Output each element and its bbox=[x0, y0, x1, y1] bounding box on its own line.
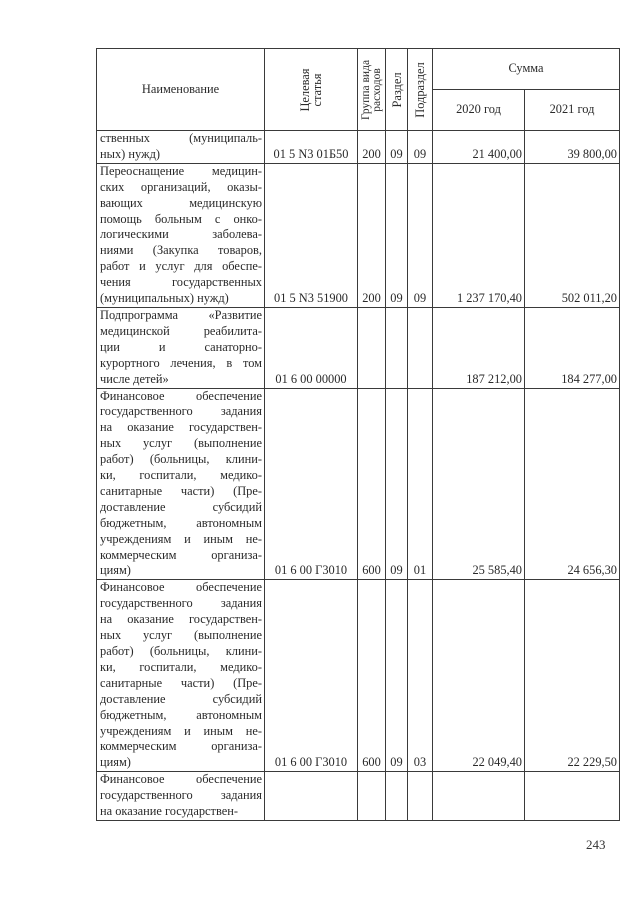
row-name-line: ских организаций, оказы- bbox=[100, 179, 262, 194]
row-name-line: работ и услуг для обеспе- bbox=[100, 259, 262, 274]
row-name-line: Финансовое обеспечение bbox=[100, 580, 262, 595]
row-expense-group: 600 bbox=[358, 388, 386, 580]
row-name-line: Переоснащение медицин- bbox=[100, 163, 262, 178]
row-name-line: ки, госпитали, медико- bbox=[100, 659, 262, 674]
header-year-2021: 2021 год bbox=[525, 90, 620, 131]
row-subsection: 09 bbox=[408, 131, 433, 164]
row-name-line: ных) нужд) bbox=[100, 146, 161, 161]
table-row bbox=[97, 580, 620, 772]
row-name-line: доставление субсидий bbox=[100, 691, 262, 706]
row-name-line: ных услуг (выполнение bbox=[100, 436, 262, 451]
row-name bbox=[97, 131, 265, 164]
row-name bbox=[97, 163, 265, 307]
budget-table bbox=[96, 48, 620, 821]
row-target-article: 01 6 00 00000 bbox=[265, 307, 358, 388]
row-name-line: государственного задания bbox=[100, 404, 262, 419]
row-name-line: курортного лечения, в том bbox=[100, 355, 262, 370]
row-name-line: Финансовое обеспечение bbox=[100, 388, 262, 403]
row-subsection: 01 bbox=[408, 388, 433, 580]
row-name-line: государственного задания bbox=[100, 788, 262, 803]
row-section: 09 bbox=[386, 388, 408, 580]
row-name-line: ции и санаторно- bbox=[100, 339, 262, 354]
row-name-line: санитарные части) (Пре- bbox=[100, 483, 262, 498]
row-name-line: учреждениям и иным не- bbox=[100, 531, 262, 546]
row-subsection: 03 bbox=[408, 580, 433, 772]
table-row bbox=[97, 131, 620, 164]
row-section bbox=[386, 307, 408, 388]
row-sum-2021: 39 800,00 bbox=[525, 131, 620, 164]
table-row bbox=[97, 772, 620, 821]
row-expense-group: 600 bbox=[358, 580, 386, 772]
row-subsection: 09 bbox=[408, 163, 433, 307]
row-target-article: 01 6 00 Г3010 bbox=[265, 580, 358, 772]
row-name-line: доставление субсидий bbox=[100, 499, 262, 514]
row-section bbox=[386, 772, 408, 821]
header-section bbox=[386, 49, 408, 131]
row-name bbox=[97, 580, 265, 772]
row-sum-2021 bbox=[525, 772, 620, 821]
row-subsection bbox=[408, 307, 433, 388]
row-name-line: коммерческим организа- bbox=[100, 547, 262, 562]
row-name-line: на оказание государствен- bbox=[100, 420, 262, 435]
row-name-line: государственного задания bbox=[100, 596, 262, 611]
row-target-article: 01 5 N3 51900 bbox=[265, 163, 358, 307]
header-expense-group bbox=[358, 49, 386, 131]
header-subsection bbox=[408, 49, 433, 131]
row-name-line: на оказание государствен- bbox=[100, 612, 262, 627]
row-name-line: Подпрограмма «Развитие bbox=[100, 307, 262, 322]
row-name-line: циям) bbox=[100, 563, 131, 578]
row-name-line: медицинской реабилита- bbox=[100, 323, 262, 338]
table-row bbox=[97, 307, 620, 388]
row-sum-2021: 22 229,50 bbox=[525, 580, 620, 772]
row-sum-2020: 25 585,40 bbox=[433, 388, 525, 580]
header-section-label: Раздел bbox=[389, 71, 404, 108]
header-sum: Сумма bbox=[433, 49, 620, 90]
row-sum-2020 bbox=[433, 772, 525, 821]
row-sum-2020: 21 400,00 bbox=[433, 131, 525, 164]
row-name-line: вающих медицинскую bbox=[100, 195, 262, 210]
header-target-article bbox=[265, 49, 358, 131]
page-number: 243 bbox=[586, 837, 606, 852]
header-group-line1: Группа вида bbox=[359, 59, 372, 120]
row-name-line: Финансовое обеспечение bbox=[100, 772, 262, 787]
table-row bbox=[97, 388, 620, 580]
row-section: 09 bbox=[386, 580, 408, 772]
row-name-line: работ) (больницы, клини- bbox=[100, 644, 262, 658]
row-name-line: бюджетным, автономным bbox=[100, 515, 262, 530]
row-sum-2021: 24 656,30 bbox=[525, 388, 620, 580]
header-target-line2: статья bbox=[310, 73, 324, 107]
table-row bbox=[97, 163, 620, 307]
row-name-line: ниями (Закупка товаров, bbox=[100, 243, 262, 258]
row-section: 09 bbox=[386, 163, 408, 307]
row-name bbox=[97, 772, 265, 821]
row-expense-group: 200 bbox=[358, 163, 386, 307]
header-year-2020: 2020 год bbox=[433, 90, 525, 131]
row-section: 09 bbox=[386, 131, 408, 164]
row-name-line: на оказание государствен- bbox=[100, 804, 238, 819]
row-name-line: циям) bbox=[100, 755, 131, 770]
header-name: Наименование bbox=[97, 49, 265, 131]
row-target-article: 01 6 00 Г3010 bbox=[265, 388, 358, 580]
row-name-line: санитарные части) (Пре- bbox=[100, 675, 262, 690]
row-subsection bbox=[408, 772, 433, 821]
row-sum-2021: 184 277,00 bbox=[525, 307, 620, 388]
row-expense-group bbox=[358, 307, 386, 388]
row-sum-2020: 22 049,40 bbox=[433, 580, 525, 772]
row-name-line: работ) (больницы, клини- bbox=[100, 452, 262, 467]
header-subsection-label: Подраздел bbox=[413, 61, 427, 118]
row-sum-2021: 502 011,20 bbox=[525, 163, 620, 307]
row-target-article bbox=[265, 772, 358, 821]
header-target-line1: Целевая bbox=[298, 67, 312, 112]
row-name-line: помощь больным с онко- bbox=[100, 211, 262, 226]
row-name-line: чения государственных bbox=[100, 275, 262, 290]
row-name-line: ных услуг (выполнение bbox=[100, 628, 262, 643]
row-sum-2020: 187 212,00 bbox=[433, 307, 525, 388]
row-expense-group bbox=[358, 772, 386, 821]
row-name-line: коммерческим организа- bbox=[100, 739, 262, 754]
row-expense-group: 200 bbox=[358, 131, 386, 164]
header-group-line2: расходов bbox=[370, 67, 383, 112]
table-body bbox=[97, 131, 620, 821]
row-sum-2020: 1 237 170,40 bbox=[433, 163, 525, 307]
row-name-line: бюджетным, автономным bbox=[100, 707, 262, 722]
row-name bbox=[97, 388, 265, 580]
row-name bbox=[97, 307, 265, 388]
row-name-line: ственных (муниципаль- bbox=[100, 131, 262, 145]
row-name-line: логическими заболева- bbox=[100, 227, 262, 242]
row-name-line: ки, госпитали, медико- bbox=[100, 468, 262, 483]
row-name-line: (муниципальных) нужд) bbox=[100, 291, 229, 306]
row-target-article: 01 5 N3 01Б50 bbox=[265, 131, 358, 164]
row-name-line: числе детей» bbox=[100, 371, 169, 386]
row-name-line: учреждениям и иным не- bbox=[100, 723, 262, 738]
